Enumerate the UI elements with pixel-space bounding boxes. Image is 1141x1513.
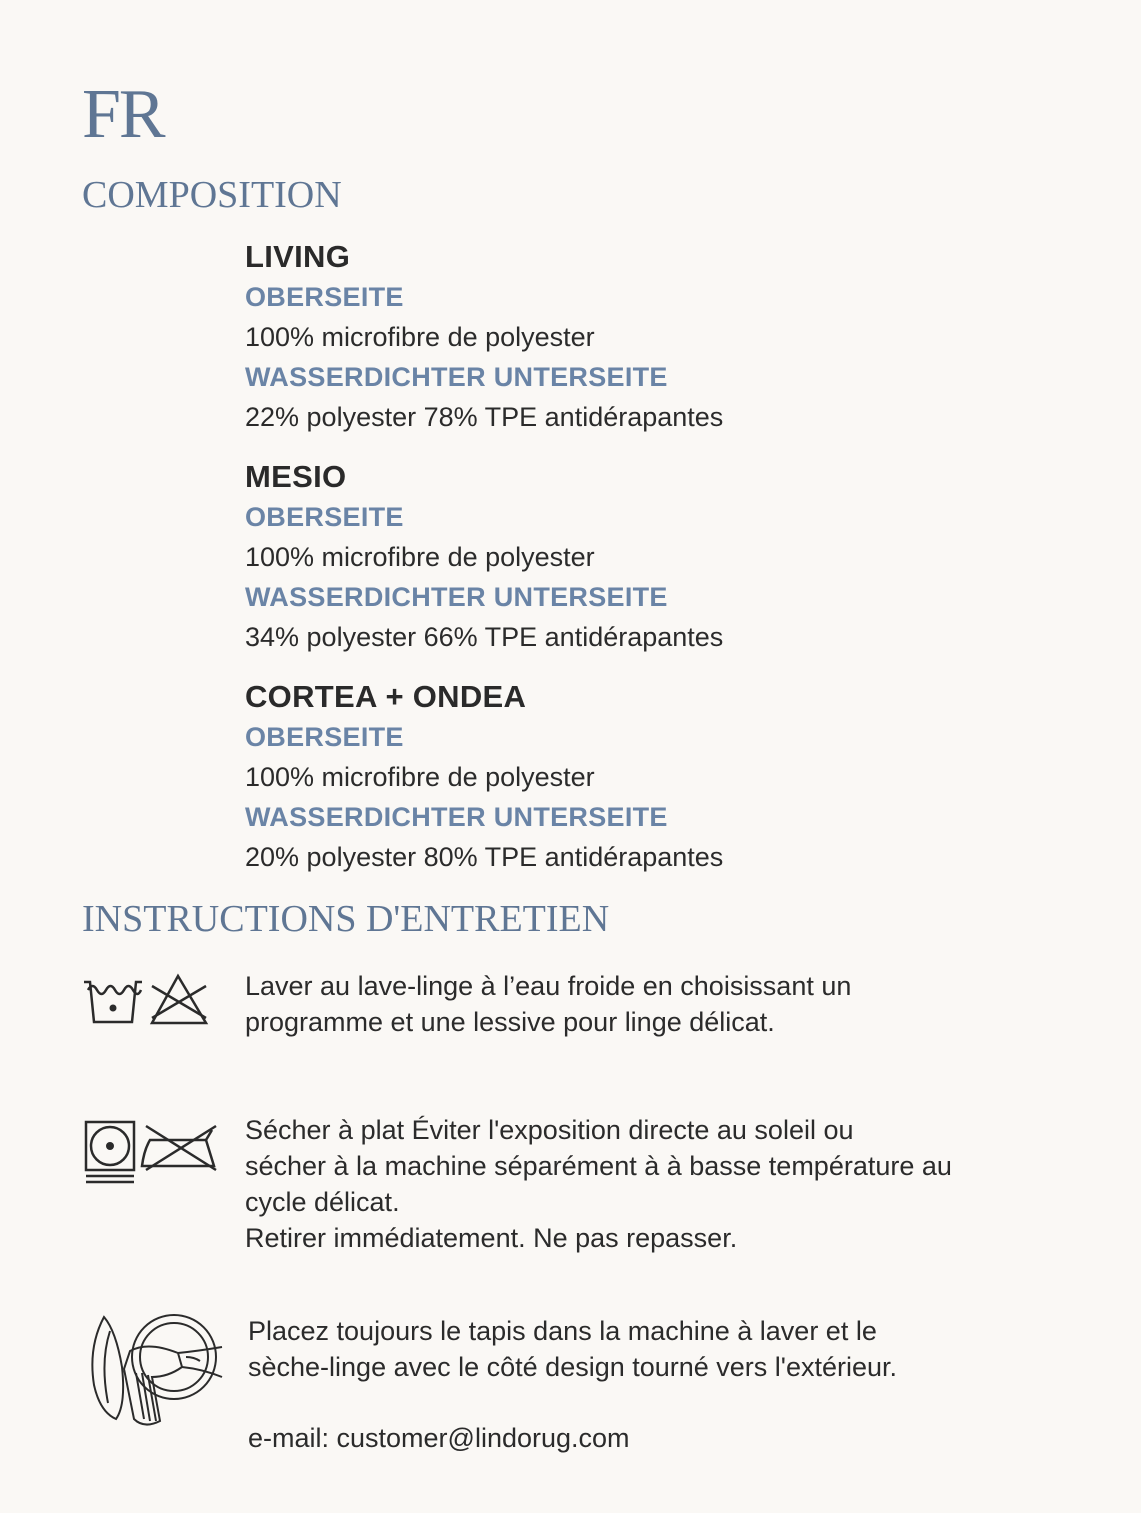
no-iron-icon: [142, 1126, 216, 1170]
top-side-value: 100% microfibre de polyester: [245, 322, 595, 352]
care-icons-washing: [82, 968, 212, 1033]
composition-title: COMPOSITION: [82, 174, 342, 216]
bottom-side-label: WASSERDICHTER UNTERSEITE: [245, 802, 668, 832]
tumble-dry-low-delicate-icon: [86, 1122, 134, 1182]
product-name: MESIO: [245, 459, 347, 494]
product-name: LIVING: [245, 239, 351, 274]
product-cortea-ondea: [245, 677, 945, 877]
bottom-side-value: 34% polyester 66% TPE antidérapantes: [245, 622, 724, 652]
product-name: CORTEA + ONDEA: [245, 679, 527, 714]
top-side-label: OBERSEITE: [245, 722, 404, 752]
top-side-label: OBERSEITE: [245, 282, 404, 312]
language-heading: FR: [82, 76, 164, 153]
care-text-washing: Laver au lave-linge à l’eau froide en choisissant un programme et une lessive pour linge délicat.: [245, 971, 852, 1037]
no-bleach-icon: [152, 976, 206, 1023]
care-icons-machine: [82, 1307, 232, 1437]
product-mesio: [245, 457, 945, 657]
washing-machine-icon: [92, 1315, 222, 1425]
top-side-value: 100% microfibre de polyester: [245, 542, 595, 572]
care-instructions-title: INSTRUCTIONS D'ENTRETIEN: [82, 898, 610, 940]
care-icons-drying: [82, 1120, 222, 1195]
wash-cold-icon: [84, 982, 142, 1022]
customer-email[interactable]: e-mail: customer@lindorug.com: [248, 1423, 630, 1453]
top-side-label: OBERSEITE: [245, 502, 404, 532]
bottom-side-label: WASSERDICHTER UNTERSEITE: [245, 362, 668, 392]
product-living: [245, 237, 945, 437]
top-side-value: 100% microfibre de polyester: [245, 762, 595, 792]
bottom-side-value: 22% polyester 78% TPE antidérapantes: [245, 402, 724, 432]
care-text-drying: Sécher à plat Éviter l'exposition directe au soleil ou sécher à la machine séparément à à basse température au cycle délicat. Retirer immédiatement. Ne pas repasser.: [245, 1115, 952, 1253]
care-text-machine: Placez toujours le tapis dans la machine à laver et le sèche-linge avec le côté design tourné vers l'extérieur.: [248, 1316, 898, 1382]
bottom-side-label: WASSERDICHTER UNTERSEITE: [245, 582, 668, 612]
bottom-side-value: 20% polyester 80% TPE antidérapantes: [245, 842, 724, 872]
